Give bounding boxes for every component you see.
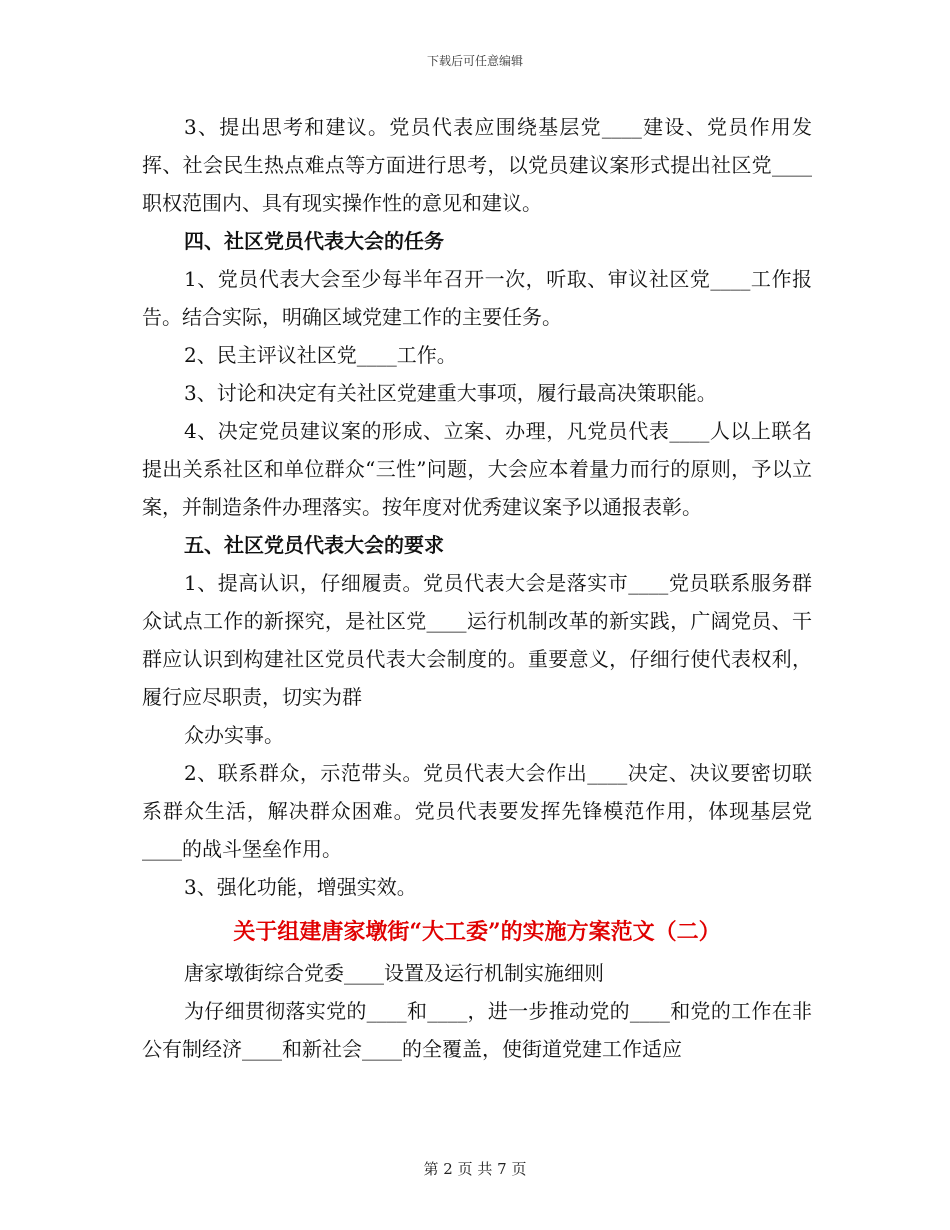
- page-footer: 第 2 页 共 7 页: [423, 1160, 527, 1178]
- paragraph: 众办实事。: [184, 723, 284, 747]
- section-heading: 四、社区党员代表大会的任务: [184, 229, 444, 253]
- document-body: [142, 108, 812, 1068]
- paragraph: 唐家墩街综合党委____设置及运行机制实施细则: [184, 961, 604, 985]
- paragraph: 1、提高认识，仔细履责。党员代表大会是落实市____党员联系服务群众试点工作的新探究，是社区党____运行机制改革的新实践，广阔党员、干群应认识到构建社区党员代表大会制度的。重要意义，仔细行使代表权利，履行应尽职责，切实为群: [142, 571, 812, 709]
- paragraph: 1、党员代表大会至少每半年召开一次，听取、审议社区党____工作报告。结合实际，明确区域党建工作的主要任务。: [142, 267, 812, 329]
- paragraph: 2、民主评议社区党____工作。: [184, 343, 457, 367]
- paragraph: 为仔细贯彻落实党的____和____，进一步推动党的____和党的工作在非公有制经济____和新社会____的全覆盖，使街道党建工作适应: [142, 999, 812, 1061]
- paragraph: 3、强化功能，增强实效。: [184, 875, 417, 899]
- section-heading: 五、社区党员代表大会的要求: [184, 533, 444, 557]
- paragraph: 3、讨论和决定有关社区党建重大事项，履行最高决策职能。: [184, 381, 717, 405]
- page-header: 下载后可任意编辑: [426, 54, 523, 68]
- paragraph: 3、提出思考和建议。党员代表应围绕基层党____建设、党员作用发挥、社会民生热点难点等方面进行思考，以党员建议案形式提出社区党____职权范围内、具有现实操作性的意见和建议。: [142, 115, 812, 215]
- paragraph: 4、决定党员建议案的形成、立案、办理，凡党员代表____人以上联名提出关系社区和单位群众“三性”问题，大会应本着量力而行的原则，予以立案，并制造条件办理落实。按年度对优秀建议案予以通报表彰。: [142, 419, 812, 519]
- paragraph: 2、联系群众，示范带头。党员代表大会作出____决定、决议要密切联系群众生活，解决群众困难。党员代表要发挥先锋模范作用，体现基层党____的战斗堡垒作用。: [142, 761, 812, 861]
- document-title: 关于组建唐家墩街“大工委”的实施方案范文（二）: [233, 919, 721, 945]
